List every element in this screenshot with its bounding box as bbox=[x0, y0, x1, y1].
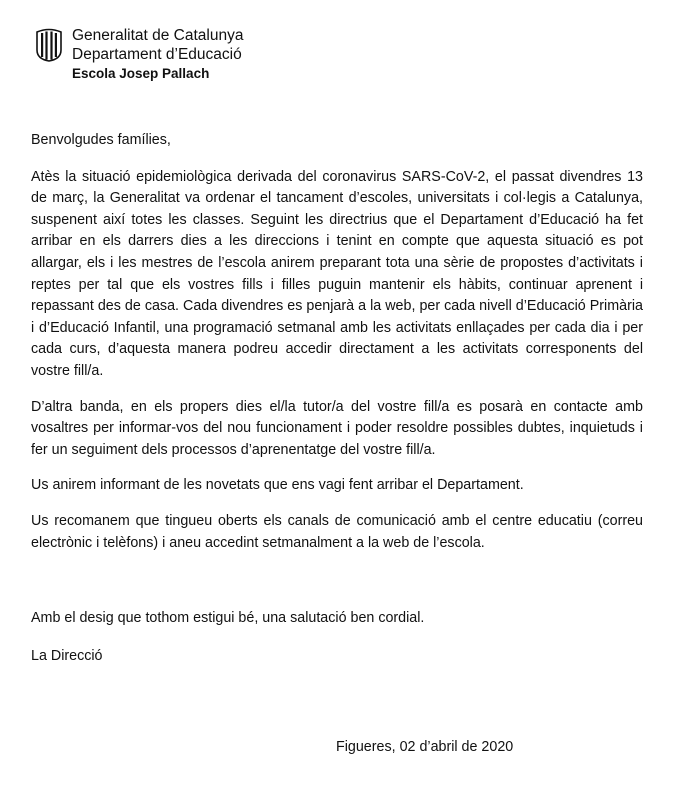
org-name: Generalitat de Catalunya bbox=[72, 27, 244, 44]
letter-body bbox=[31, 130, 643, 667]
letter-paragraph-1: Atès la situació epidemiològica derivada del coronavirus SARS-CoV-2, el passat divendres 13 de març, la Generalitat va ordenar el tancament d’escoles, universitats i col·legis a Catalunya, suspenent així totes les classes. Seguint les directrius que el Departament d’Educació ha fet arribar en els darrers dies a les direccions i tenint en compte que aquesta situació es pot allargar, els i les mestres de l’escola anirem preparant tota una sèrie de propostes d’activitats i reptes per tal que els vostres fills i filles puguin mantenir els hàbits, continuar aprenent i repassant des de casa. Cada divendres es penjarà a la web, per cada nivell d’Educació Primària i d’Educació Infantil, una programació setmanal amb les activitats enllaçades per cada dia i per cada curs, d’aquesta manera podreu accedir directament a les activitats corresponents del vostre fill/a. bbox=[31, 168, 643, 379]
letter-signature: La Direcció bbox=[31, 647, 103, 664]
department-name: Departament d’Educació bbox=[72, 46, 242, 63]
place-date: Figueres, 02 d’abril de 2020 bbox=[336, 739, 514, 755]
letter-paragraph-4: Us recomanem que tingueu oberts els canals de comunicació amb el centre educatiu (correu electrònic i telèfons) i aneu accedint setmanalment a la web de l’escola. bbox=[31, 512, 643, 551]
letter-paragraph-2: D’altra banda, en els propers dies el/la tutor/a del vostre fill/a es posarà en contacte amb vosaltres per informar-vos del nou funcionament i poder resoldre possibles dubtes, inquietuds i fer un seguiment dels processos d’aprenentatge del vostre fill/a. bbox=[31, 398, 643, 458]
generalitat-logo-icon bbox=[34, 28, 64, 62]
school-name: Escola Josep Pallach bbox=[72, 66, 210, 81]
letter-greeting: Benvolgudes famílies, bbox=[31, 132, 171, 148]
letterhead bbox=[34, 26, 243, 83]
letterhead-text bbox=[72, 26, 243, 83]
letter-closing: Amb el desig que tothom estigui bé, una salutació ben cordial. bbox=[31, 610, 425, 627]
letter-paragraph-3: Us anirem informant de les novetats que ens vagi fent arribar el Departament. bbox=[31, 477, 524, 494]
